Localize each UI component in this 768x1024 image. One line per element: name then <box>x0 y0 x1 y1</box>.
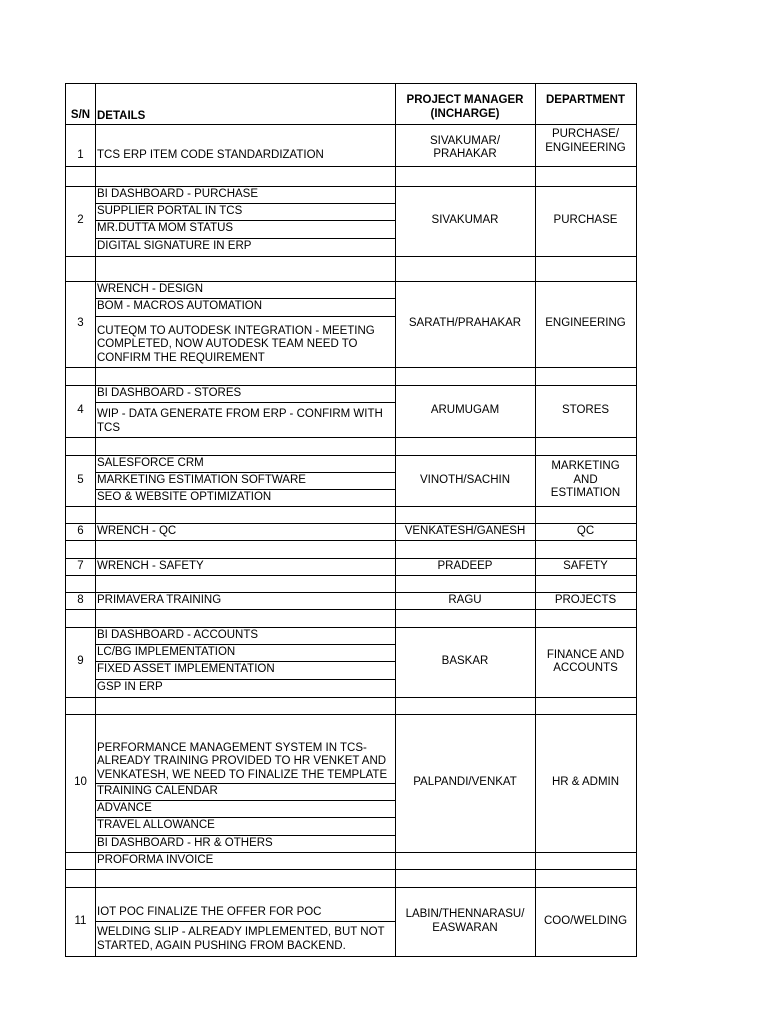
row-2-pm[interactable]: SIVAKUMAR <box>431 214 499 227</box>
row-11-detail-1[interactable]: IOT POC FINALIZE THE OFFER FOR POC <box>97 905 322 918</box>
grid-line-horizontal <box>95 298 396 299</box>
row-3-dept[interactable]: ENGINEERING <box>545 317 626 330</box>
grid-line-horizontal <box>65 558 637 559</box>
grid-line-horizontal <box>65 83 637 84</box>
grid-line-horizontal <box>65 455 637 456</box>
row-9-detail-1[interactable]: BI DASHBOARD - ACCOUNTS <box>97 628 259 641</box>
grid-line-horizontal <box>95 203 396 204</box>
grid-line-horizontal <box>65 575 637 576</box>
grid-line-horizontal <box>95 817 396 818</box>
row-7-detail-1[interactable]: WRENCH - SAFETY <box>97 559 204 572</box>
header-department[interactable]: DEPARTMENT <box>545 94 625 106</box>
grid-line-horizontal <box>95 679 396 680</box>
grid-line-horizontal <box>65 852 637 853</box>
row-3-sn[interactable]: 3 <box>77 317 84 330</box>
grid-line-horizontal <box>65 627 637 628</box>
grid-line-horizontal <box>65 124 637 125</box>
grid-line-vertical <box>535 83 536 957</box>
grid-line-horizontal <box>65 437 637 438</box>
grid-line-vertical <box>65 83 66 957</box>
row-9-sn[interactable]: 9 <box>77 655 84 668</box>
grid-line-horizontal <box>95 835 396 836</box>
grid-line-horizontal <box>95 238 396 239</box>
row-10-detail-1[interactable]: PERFORMANCE MANAGEMENT SYSTEM IN TCS- ALREADY TRAINING PROVIDED TO HR VENKET AND VENKATESH, WE NEED TO FINALIZE THE TEMPLATE <box>97 741 388 781</box>
grid-line-vertical <box>95 83 96 957</box>
row-5-sn[interactable]: 5 <box>77 473 84 486</box>
grid-line-horizontal <box>95 783 396 784</box>
row-2-detail-2[interactable]: SUPPLIER PORTAL IN TCS <box>97 204 243 217</box>
grid-line-horizontal <box>65 714 637 715</box>
grid-line-horizontal <box>65 609 637 610</box>
row-11-pm[interactable]: LABIN/THENNARASU/ EASWARAN <box>405 908 525 934</box>
row-10-detail-2[interactable]: TRAINING CALENDAR <box>97 784 218 797</box>
grid-line-horizontal <box>65 956 637 957</box>
row-5-pm[interactable]: VINOTH/SACHIN <box>419 473 511 486</box>
row-10-detail-5[interactable]: BI DASHBOARD - HR & OTHERS <box>97 836 273 849</box>
row-6-detail-1[interactable]: WRENCH - QC <box>97 524 177 537</box>
row-11-detail-2[interactable]: WELDING SLIP - ALREADY IMPLEMENTED, BUT NOT STARTED, AGAIN PUSHING FROM BACKEND. <box>97 926 385 952</box>
row-6-sn[interactable]: 6 <box>77 524 84 537</box>
grid-line-vertical <box>395 83 396 957</box>
row-9-detail-4[interactable]: GSP IN ERP <box>97 681 163 694</box>
row-1-dept[interactable]: PURCHASE/ ENGINEERING <box>545 128 626 154</box>
row-8-sn[interactable]: 8 <box>77 593 84 606</box>
grid-line-horizontal <box>65 697 637 698</box>
grid-line-horizontal <box>95 220 396 221</box>
row-11-dept[interactable]: COO/WELDING <box>543 914 628 927</box>
row-10-detail-6[interactable]: PROFORMA INVOICE <box>97 853 214 866</box>
row-6-dept[interactable]: QC <box>576 524 595 537</box>
row-4-dept[interactable]: STORES <box>561 404 610 417</box>
grid-line-horizontal <box>65 166 637 167</box>
row-10-sn[interactable]: 10 <box>74 776 87 789</box>
header-details[interactable]: DETAILS <box>97 109 146 122</box>
grid-line-horizontal <box>65 367 637 368</box>
row-10-detail-4[interactable]: TRAVEL ALLOWANCE <box>97 819 215 832</box>
row-10-dept[interactable]: HR & ADMIN <box>551 776 620 789</box>
row-5-dept[interactable]: MARKETING AND ESTIMATION <box>550 460 621 500</box>
row-2-detail-4[interactable]: DIGITAL SIGNATURE IN ERP <box>97 240 252 253</box>
row-9-dept[interactable]: FINANCE AND ACCOUNTS <box>546 648 625 674</box>
row-5-detail-1[interactable]: SALESFORCE CRM <box>97 456 204 469</box>
grid-line-horizontal <box>65 256 637 257</box>
row-7-dept[interactable]: SAFETY <box>563 559 608 572</box>
row-7-sn[interactable]: 7 <box>77 559 84 572</box>
row-10-pm[interactable]: PALPANDI/VENKAT <box>413 776 517 789</box>
row-3-pm[interactable]: SARATH/PRAHAKAR <box>408 317 522 330</box>
row-8-detail-1[interactable]: PRIMAVERA TRAINING <box>97 593 222 606</box>
grid-line-horizontal <box>65 540 637 541</box>
row-3-detail-2[interactable]: BOM - MACROS AUTOMATION <box>97 300 263 313</box>
row-1-sn[interactable]: 1 <box>77 148 84 161</box>
row-2-detail-3[interactable]: MR.DUTTA MOM STATUS <box>97 222 234 235</box>
row-9-detail-3[interactable]: FIXED ASSET IMPLEMENTATION <box>97 663 275 676</box>
row-2-detail-1[interactable]: BI DASHBOARD - PURCHASE <box>97 187 259 200</box>
row-10-detail-3[interactable]: ADVANCE <box>97 801 152 814</box>
grid-line-horizontal <box>65 281 637 282</box>
row-3-detail-1[interactable]: WRENCH - DESIGN <box>97 282 204 295</box>
row-3-detail-3[interactable]: CUTEQM TO AUTODESK INTEGRATION - MEETING COMPLETED, NOW AUTODESK TEAM NEED TO CONFIRM THE REQUIREMENT <box>97 324 375 364</box>
grid-line-horizontal <box>65 385 637 386</box>
grid-line-horizontal <box>95 661 396 662</box>
grid-line-horizontal <box>65 506 637 507</box>
grid-line-horizontal <box>65 869 637 870</box>
row-9-detail-2[interactable]: LC/BG IMPLEMENTATION <box>97 645 236 658</box>
row-7-pm[interactable]: PRADEEP <box>437 559 493 572</box>
row-11-sn[interactable]: 11 <box>74 914 87 927</box>
grid-line-horizontal <box>65 887 637 888</box>
row-2-sn[interactable]: 2 <box>77 214 84 227</box>
row-9-pm[interactable]: BASKAR <box>441 655 489 668</box>
grid-line-horizontal <box>95 921 396 922</box>
row-8-dept[interactable]: PROJECTS <box>554 593 617 606</box>
grid-line-horizontal <box>95 402 396 403</box>
row-4-sn[interactable]: 4 <box>77 404 84 417</box>
grid-line-horizontal <box>95 316 396 317</box>
grid-line-horizontal <box>95 800 396 801</box>
grid-line-horizontal <box>95 472 396 473</box>
grid-line-horizontal <box>95 644 396 645</box>
row-2-dept[interactable]: PURCHASE <box>553 214 618 227</box>
grid-line-horizontal <box>65 592 637 593</box>
grid-line-vertical <box>636 83 637 957</box>
header-project-manager[interactable]: PROJECT MANAGER (INCHARGE) <box>406 94 524 120</box>
row-5-detail-3[interactable]: SEO & WEBSITE OPTIMIZATION <box>97 490 272 503</box>
row-8-pm[interactable]: RAGU <box>448 593 482 606</box>
row-6-pm[interactable]: VENKATESH/GANESH <box>404 524 526 537</box>
grid-line-horizontal <box>65 523 637 524</box>
grid-line-horizontal <box>95 489 396 490</box>
row-1-pm[interactable]: SIVAKUMAR/ PRAHAKAR <box>429 134 501 160</box>
grid-line-horizontal <box>65 186 637 187</box>
header-sn[interactable]: S/N <box>70 108 91 121</box>
row-4-detail-1[interactable]: BI DASHBOARD - STORES <box>97 386 242 399</box>
row-1-detail-1[interactable]: TCS ERP ITEM CODE STANDARDIZATION <box>97 148 324 161</box>
row-4-pm[interactable]: ARUMUGAM <box>430 404 500 417</box>
row-5-detail-2[interactable]: MARKETING ESTIMATION SOFTWARE <box>97 473 306 486</box>
row-4-detail-2[interactable]: WIP - DATA GENERATE FROM ERP - CONFIRM WITH TCS <box>97 408 383 434</box>
